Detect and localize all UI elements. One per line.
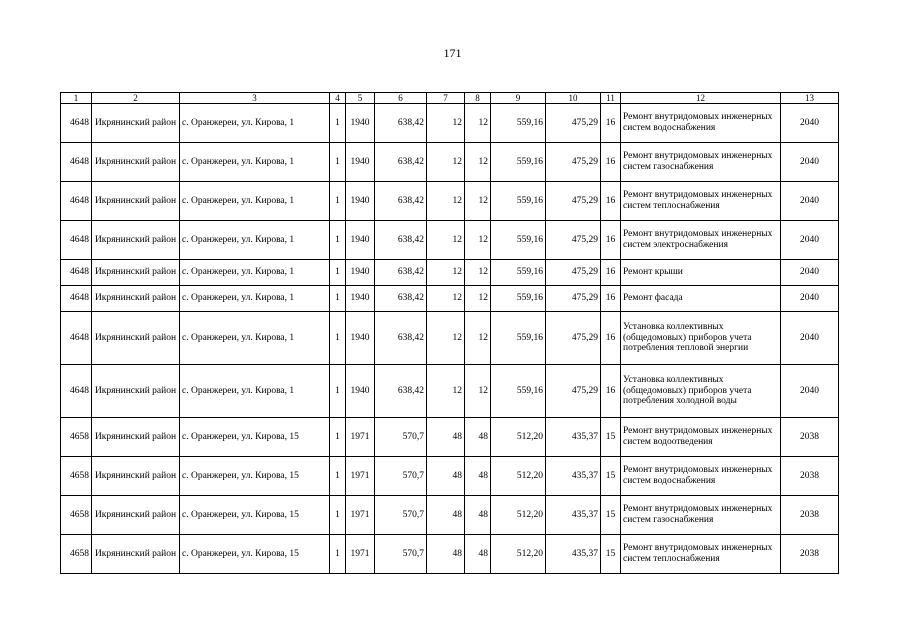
cell-col10: 475,29 xyxy=(546,365,601,418)
cell-col4: 1 xyxy=(330,143,346,182)
cell-col7: 48 xyxy=(427,418,465,457)
cell-district: Икрянинский район xyxy=(92,286,180,312)
cell-col10: 435,37 xyxy=(546,496,601,535)
cell-work: Ремонт внутридомовых инженерных систем водоснабжения xyxy=(621,457,781,496)
cell-work: Установка коллективных (общедомовых) приборов учета потребления холодной воды xyxy=(621,365,781,418)
cell-id: 4648 xyxy=(61,286,92,312)
cell-work: Ремонт внутридомовых инженерных систем теплоснабжения xyxy=(621,535,781,574)
cell-year: 1971 xyxy=(346,418,375,457)
cell-district: Икрянинский район xyxy=(92,221,180,260)
cell-col10: 435,37 xyxy=(546,418,601,457)
cell-year: 1940 xyxy=(346,312,375,365)
column-header: 11 xyxy=(601,93,621,104)
cell-address: с. Оранжереи, ул. Кирова, 15 xyxy=(180,457,330,496)
table-row xyxy=(61,286,839,312)
cell-address: с. Оранжереи, ул. Кирова, 1 xyxy=(180,182,330,221)
cell-id: 4658 xyxy=(61,535,92,574)
cell-district: Икрянинский район xyxy=(92,312,180,365)
cell-col4: 1 xyxy=(330,182,346,221)
cell-area-total: 570,7 xyxy=(375,457,427,496)
cell-id: 4648 xyxy=(61,221,92,260)
cell-col11: 15 xyxy=(601,496,621,535)
column-header: 8 xyxy=(465,93,491,104)
cell-area-total: 570,7 xyxy=(375,535,427,574)
cell-plan-year: 2040 xyxy=(781,312,839,365)
cell-work: Ремонт внутридомовых инженерных систем теплоснабжения xyxy=(621,182,781,221)
cell-id: 4658 xyxy=(61,418,92,457)
cell-id: 4648 xyxy=(61,260,92,286)
table-row xyxy=(61,535,839,574)
cell-col8: 48 xyxy=(465,496,491,535)
cell-col8: 12 xyxy=(465,221,491,260)
cell-col11: 16 xyxy=(601,104,621,143)
cell-col4: 1 xyxy=(330,496,346,535)
cell-id: 4648 xyxy=(61,104,92,143)
cell-col10: 475,29 xyxy=(546,182,601,221)
table-row xyxy=(61,260,839,286)
cell-plan-year: 2040 xyxy=(781,182,839,221)
cell-col9: 512,20 xyxy=(491,418,546,457)
cell-col11: 16 xyxy=(601,143,621,182)
cell-area-total: 638,42 xyxy=(375,365,427,418)
column-header: 12 xyxy=(621,93,781,104)
cell-col8: 12 xyxy=(465,143,491,182)
registry-table xyxy=(60,92,839,574)
column-header: 7 xyxy=(427,93,465,104)
cell-col4: 1 xyxy=(330,260,346,286)
column-header: 6 xyxy=(375,93,427,104)
page-number: 171 xyxy=(443,46,462,60)
cell-id: 4658 xyxy=(61,457,92,496)
cell-year: 1940 xyxy=(346,286,375,312)
cell-year: 1940 xyxy=(346,143,375,182)
cell-address: с. Оранжереи, ул. Кирова, 1 xyxy=(180,260,330,286)
cell-col8: 48 xyxy=(465,418,491,457)
cell-col9: 559,16 xyxy=(491,260,546,286)
column-header: 13 xyxy=(781,93,839,104)
cell-area-total: 638,42 xyxy=(375,260,427,286)
cell-col11: 15 xyxy=(601,535,621,574)
cell-col11: 16 xyxy=(601,221,621,260)
cell-col10: 475,29 xyxy=(546,143,601,182)
cell-year: 1971 xyxy=(346,535,375,574)
cell-col4: 1 xyxy=(330,457,346,496)
cell-col11: 16 xyxy=(601,365,621,418)
cell-col8: 12 xyxy=(465,182,491,221)
cell-year: 1971 xyxy=(346,496,375,535)
cell-id: 4648 xyxy=(61,143,92,182)
cell-area-total: 570,7 xyxy=(375,496,427,535)
cell-col7: 48 xyxy=(427,535,465,574)
cell-district: Икрянинский район xyxy=(92,104,180,143)
cell-col9: 559,16 xyxy=(491,286,546,312)
cell-col10: 475,29 xyxy=(546,260,601,286)
cell-col7: 12 xyxy=(427,312,465,365)
table-row xyxy=(61,143,839,182)
cell-area-total: 638,42 xyxy=(375,286,427,312)
column-header: 9 xyxy=(491,93,546,104)
cell-col4: 1 xyxy=(330,286,346,312)
cell-year: 1940 xyxy=(346,260,375,286)
cell-col4: 1 xyxy=(330,104,346,143)
cell-id: 4648 xyxy=(61,365,92,418)
cell-col11: 16 xyxy=(601,286,621,312)
cell-col9: 559,16 xyxy=(491,365,546,418)
cell-col11: 16 xyxy=(601,182,621,221)
cell-id: 4658 xyxy=(61,496,92,535)
column-header: 3 xyxy=(180,93,330,104)
table-row xyxy=(61,418,839,457)
cell-col10: 435,37 xyxy=(546,535,601,574)
table-row xyxy=(61,182,839,221)
cell-col10: 475,29 xyxy=(546,312,601,365)
registry-body xyxy=(61,104,839,574)
cell-area-total: 638,42 xyxy=(375,312,427,365)
cell-col11: 15 xyxy=(601,457,621,496)
cell-address: с. Оранжереи, ул. Кирова, 15 xyxy=(180,496,330,535)
cell-plan-year: 2040 xyxy=(781,365,839,418)
cell-work: Установка коллективных (общедомовых) приборов учета потребления тепловой энергии xyxy=(621,312,781,365)
cell-id: 4648 xyxy=(61,312,92,365)
cell-address: с. Оранжереи, ул. Кирова, 1 xyxy=(180,143,330,182)
cell-address: с. Оранжереи, ул. Кирова, 1 xyxy=(180,104,330,143)
cell-col7: 12 xyxy=(427,104,465,143)
cell-district: Икрянинский район xyxy=(92,365,180,418)
cell-work: Ремонт внутридомовых инженерных систем водоснабжения xyxy=(621,104,781,143)
cell-address: с. Оранжереи, ул. Кирова, 1 xyxy=(180,312,330,365)
cell-address: с. Оранжереи, ул. Кирова, 15 xyxy=(180,535,330,574)
cell-plan-year: 2040 xyxy=(781,260,839,286)
cell-district: Икрянинский район xyxy=(92,496,180,535)
cell-work: Ремонт внутридомовых инженерных систем газоснабжения xyxy=(621,496,781,535)
cell-col8: 12 xyxy=(465,365,491,418)
cell-address: с. Оранжереи, ул. Кирова, 1 xyxy=(180,365,330,418)
cell-col9: 512,20 xyxy=(491,535,546,574)
table-row xyxy=(61,457,839,496)
column-header: 4 xyxy=(330,93,346,104)
cell-col4: 1 xyxy=(330,535,346,574)
cell-area-total: 638,42 xyxy=(375,221,427,260)
cell-col7: 12 xyxy=(427,365,465,418)
table-row xyxy=(61,104,839,143)
cell-work: Ремонт внутридомовых инженерных систем водоотведения xyxy=(621,418,781,457)
cell-col10: 435,37 xyxy=(546,457,601,496)
cell-col11: 16 xyxy=(601,260,621,286)
column-header: 1 xyxy=(61,93,92,104)
cell-plan-year: 2038 xyxy=(781,496,839,535)
column-header: 2 xyxy=(92,93,180,104)
cell-col8: 12 xyxy=(465,260,491,286)
cell-col7: 48 xyxy=(427,496,465,535)
cell-year: 1940 xyxy=(346,182,375,221)
cell-col10: 475,29 xyxy=(546,286,601,312)
cell-plan-year: 2040 xyxy=(781,286,839,312)
cell-col9: 559,16 xyxy=(491,143,546,182)
cell-col10: 475,29 xyxy=(546,221,601,260)
cell-plan-year: 2038 xyxy=(781,535,839,574)
cell-col8: 48 xyxy=(465,457,491,496)
cell-year: 1940 xyxy=(346,365,375,418)
column-header: 5 xyxy=(346,93,375,104)
cell-area-total: 638,42 xyxy=(375,104,427,143)
column-number-row xyxy=(61,93,839,104)
cell-work: Ремонт внутридомовых инженерных систем электроснабжения xyxy=(621,221,781,260)
cell-year: 1940 xyxy=(346,104,375,143)
cell-area-total: 570,7 xyxy=(375,418,427,457)
cell-col9: 512,20 xyxy=(491,457,546,496)
cell-col8: 12 xyxy=(465,312,491,365)
cell-plan-year: 2040 xyxy=(781,104,839,143)
cell-district: Икрянинский район xyxy=(92,418,180,457)
column-header: 10 xyxy=(546,93,601,104)
cell-col7: 12 xyxy=(427,143,465,182)
cell-col7: 48 xyxy=(427,457,465,496)
table-row xyxy=(61,221,839,260)
cell-area-total: 638,42 xyxy=(375,143,427,182)
cell-col11: 15 xyxy=(601,418,621,457)
cell-area-total: 638,42 xyxy=(375,182,427,221)
cell-district: Икрянинский район xyxy=(92,535,180,574)
cell-work: Ремонт крыши xyxy=(621,260,781,286)
cell-col8: 12 xyxy=(465,104,491,143)
cell-col10: 475,29 xyxy=(546,104,601,143)
table-row xyxy=(61,312,839,365)
cell-year: 1971 xyxy=(346,457,375,496)
cell-year: 1940 xyxy=(346,221,375,260)
cell-address: с. Оранжереи, ул. Кирова, 1 xyxy=(180,286,330,312)
cell-col4: 1 xyxy=(330,365,346,418)
cell-col7: 12 xyxy=(427,182,465,221)
cell-plan-year: 2040 xyxy=(781,143,839,182)
table-row xyxy=(61,365,839,418)
cell-plan-year: 2038 xyxy=(781,418,839,457)
cell-col4: 1 xyxy=(330,221,346,260)
cell-col8: 12 xyxy=(465,286,491,312)
cell-col7: 12 xyxy=(427,221,465,260)
cell-work: Ремонт внутридомовых инженерных систем газоснабжения xyxy=(621,143,781,182)
cell-col9: 512,20 xyxy=(491,496,546,535)
cell-col7: 12 xyxy=(427,286,465,312)
cell-col8: 48 xyxy=(465,535,491,574)
cell-district: Икрянинский район xyxy=(92,457,180,496)
cell-col11: 16 xyxy=(601,312,621,365)
cell-col7: 12 xyxy=(427,260,465,286)
cell-work: Ремонт фасада xyxy=(621,286,781,312)
cell-col4: 1 xyxy=(330,312,346,365)
cell-district: Икрянинский район xyxy=(92,260,180,286)
cell-id: 4648 xyxy=(61,182,92,221)
cell-plan-year: 2038 xyxy=(781,457,839,496)
cell-col9: 559,16 xyxy=(491,221,546,260)
cell-plan-year: 2040 xyxy=(781,221,839,260)
cell-district: Икрянинский район xyxy=(92,182,180,221)
cell-col9: 559,16 xyxy=(491,182,546,221)
cell-col9: 559,16 xyxy=(491,312,546,365)
cell-col9: 559,16 xyxy=(491,104,546,143)
cell-col4: 1 xyxy=(330,418,346,457)
cell-address: с. Оранжереи, ул. Кирова, 1 xyxy=(180,221,330,260)
cell-address: с. Оранжереи, ул. Кирова, 15 xyxy=(180,418,330,457)
table-row xyxy=(61,496,839,535)
cell-district: Икрянинский район xyxy=(92,143,180,182)
